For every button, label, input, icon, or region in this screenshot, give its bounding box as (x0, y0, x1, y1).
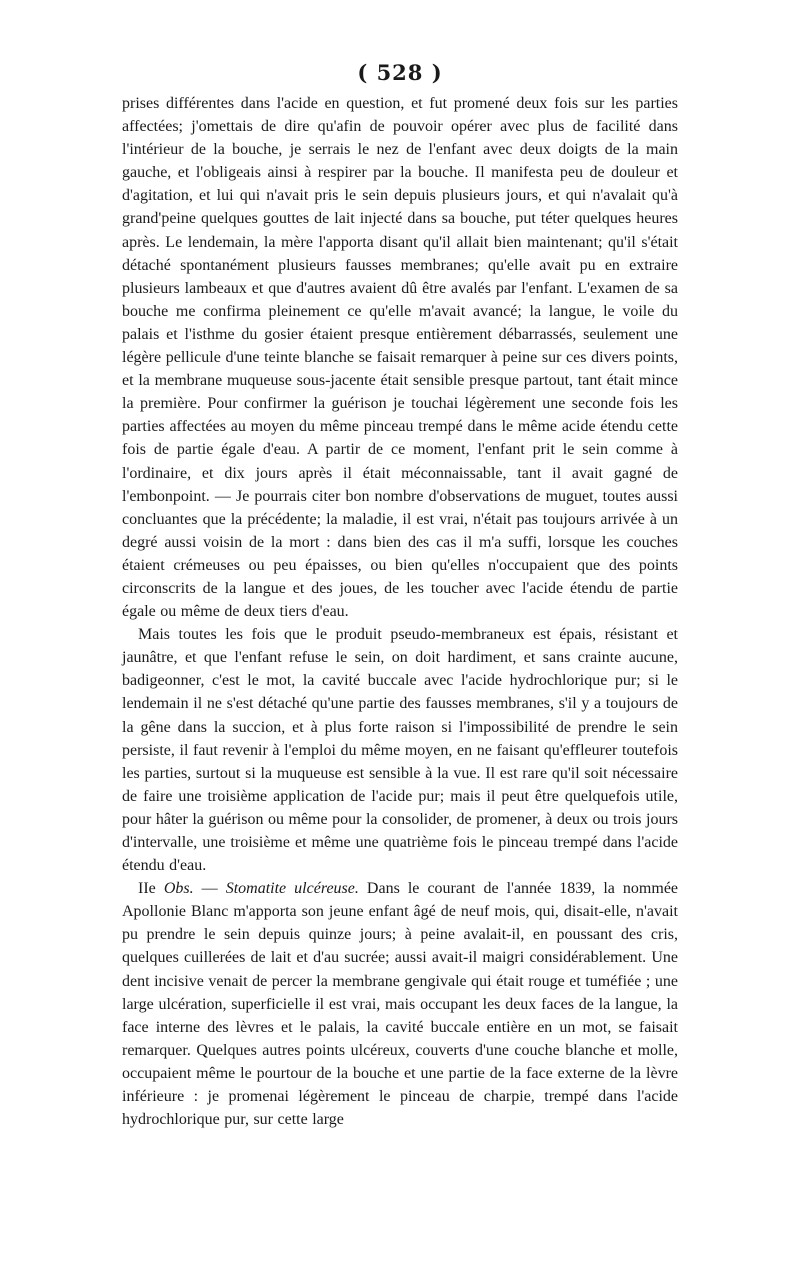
observation-dash: — (193, 880, 226, 898)
observation-abbreviation: Obs. (163, 880, 194, 898)
observation-number: IIe (138, 880, 156, 898)
observation-paragraph (122, 877, 678, 1131)
observation-title: Stomatite ulcéreuse. (225, 880, 359, 898)
page-number: ( 528 ) (357, 60, 443, 85)
observation-text: Dans le courant de l'année 1839, la nommée Apollonie Blanc m'apporta son jeune enfant âgé de neuf mois, qui, disait-elle, n'avait pu prendre le sein depuis quinze jours; à peine avalait-il, en poussant des cris, quelques cuillerées de lait et d'au sucrée; aussi avait-il maigri considérablement. Une dent incisive venait de percer la membrane gengivale qui était rouge et tuméfiée ; une large ulcération, superficielle il est vrai, mais occupant les deux faces de la langue, la face interne des lèvres et le palais, la cavité buccale entière en un mot, se faisait remarquer. Quelques autres points ulcéreux, couverts d'une couche blanche et molle, occupaient même le pourtour de la bouche et une partie de la face externe de la lèvre inférieure : je promenai légèrement le pinceau de charpie, trempé dans l'acide hydrochlorique pur, sur cette large (122, 880, 679, 1129)
paragraph-pseudo-membrane: Mais toutes les fois que le produit pseudo-membraneux est épais, résistant et jaunâtre, et que l'enfant refuse le sein, on doit hardiment, et sans crainte aucune, badigeonner, c'est le mot, la cavité buccale avec l'acide hydrochlorique pur; si le lendemain il ne s'est détaché qu'une partie des fausses membranes, s'il y a toujours de la gêne dans la succion, et à plus forte raison si l'impossibilité de prendre le sein persiste, il faut revenir à l'emploi du même moyen, en ne faisant qu'effleurer toutefois les parties, surtout si la muqueuse est sensible à la vue. Il est rare qu'il soit nécessaire de faire une troisième application de l'acide pur; mais il peut être quelquefois utile, pour hâter la guérison ou même pour la consolider, de promener, à deux ou trois jours d'intervalle, une troisième et même une quatrième fois le pinceau trempé dans l'acide étendu d'eau. (122, 626, 678, 875)
paragraph-continuation: prises différentes dans l'acide en question, et fut promené deux fois sur les parties affectées; j'omettais de dire qu'afin de pouvoir opérer avec plus de facilité dans l'intérieur de la bouche, je serrais le nez de l'enfant avec deux doigts de la main gauche, et l'obligeais ainsi à respirer par la bouche. Il manifesta peu de douleur et d'agitation, et lui qui n'avait pris le sein depuis plusieurs jours, et qui n'avalait qu'à grand'peine quelques gouttes de lait injecté dans sa bouche, put téter quelques heures après. Le lendemain, la mère l'apporta disant qu'il allait bien maintenant; qu'il s'était détaché spontanément plusieurs fausses membranes; qu'elle avait pu en extraire plusieurs lambeaux et que d'autres avaient dû être avalés par l'enfant. L'examen de sa bouche me confirma pleinement ce qu'elle m'avait avancé; la langue, le voile du palais et l'isthme du gosier étaient presque entièrement débarrassés, seulement une légère pellicule d'une teinte blanche se faisait remarquer à peine sur ces divers points, et la membrane muqueuse sous-jacente était sensible presque partout, tant était mince la première. Pour confirmer la guérison je touchai légèrement une seconde fois les parties affectées au moyen du même pinceau trempé dans le même acide étendu cette fois de partie égale d'eau. A partir de ce moment, l'enfant prit le sein comme à l'ordinaire, et dix jours après il était méconnaissable, tant il avait gagné de l'embonpoint. — Je pourrais citer bon nombre d'observations de muguet, toutes aussi concluantes que la précédente; la maladie, il est vrai, n'était pas toujours arrivée à un degré aussi voisin de la mort : dans bien des cas il m'a suffi, lorsque les couches étaient crémeuses ou peu épaisses, ou bien qu'elles n'occupaient que des points circonscrits de la langue et des joues, de les toucher avec l'acide étendu de partie égale ou même de deux tiers d'eau. (122, 95, 678, 621)
body-text (122, 92, 678, 1131)
